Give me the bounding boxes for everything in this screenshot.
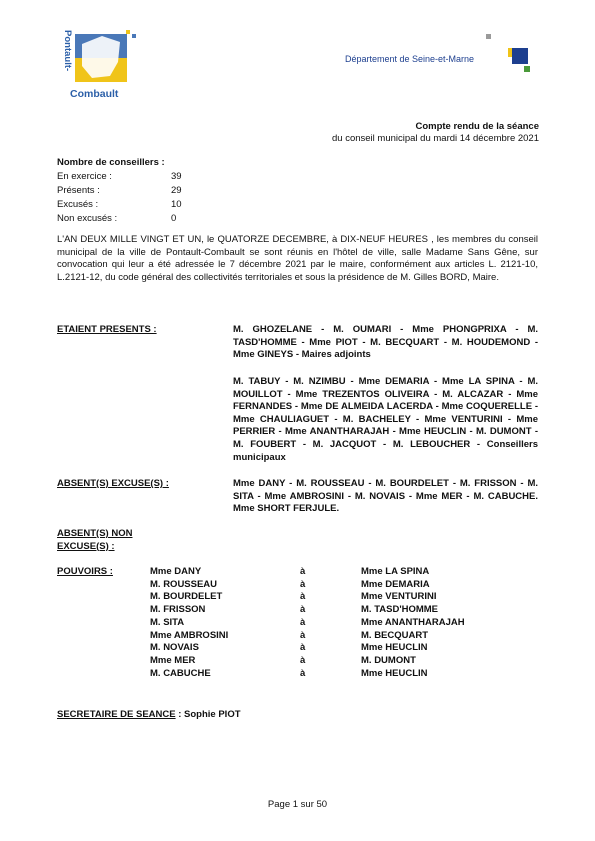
dept-square-icon: [524, 66, 530, 72]
count-label: Excusés :: [57, 199, 99, 210]
proxy-arrow: à: [300, 667, 306, 679]
proxy-to: M. BECQUART: [361, 629, 429, 641]
proxy-row: [150, 668, 550, 681]
proxy-arrow: à: [300, 591, 306, 603]
present-label: ETAIENT PRESENTS :: [57, 324, 157, 335]
count-label: Présents :: [57, 185, 100, 196]
proxy-arrow: à: [300, 578, 306, 590]
count-row: [57, 184, 182, 198]
proxy-arrow: à: [300, 566, 306, 577]
count-value: 10: [171, 199, 182, 210]
counts-heading: Nombre de conseillers :: [57, 157, 165, 168]
proxy-to: Mme ANANTHARAJAH: [361, 616, 465, 628]
proxy-from: M. BOURDELET: [150, 591, 223, 603]
department-header: [340, 50, 590, 90]
count-row: [57, 198, 182, 212]
present-adjoints: M. GHOZELANE - M. OUMARI - Mme PHONGPRIXA - M. TASD'HOMME - Mme PIOT - M. BECQUART - M. HOUDEMOND - Mme GINEYS - Maires adjoints: [233, 324, 538, 361]
not-excused-line2: EXCUSE(S) :: [57, 540, 115, 552]
proxy-from: M. FRISSON: [150, 604, 206, 616]
proxy-to: Mme LA SPINA: [361, 566, 430, 577]
count-label: En exercice :: [57, 171, 112, 182]
count-label: Non excusés :: [57, 213, 118, 224]
proxy-to: Mme HEUCLIN: [361, 667, 428, 679]
count-value: 0: [171, 213, 177, 224]
intro-paragraph: L'AN DEUX MILLE VINGT ET UN, le QUATORZE DECEMBRE, à DIX-NEUF HEURES , les membres du conseil municipal de la ville de Pontault-Combault se sont réunis en l'hôtel de ville, salle Madame Sans Gêne, sur convocation qui leur a été adressée le 7 décembre 2021 par le maire, conformément aux articles L. 2121-10, L.2121-12, du code général des collectivités territoriales et sous la présidence de M. Gilles BORD, Maire.: [57, 234, 538, 284]
proxy-to: Mme HEUCLIN: [361, 642, 428, 654]
report-title: Compte rendu de la séance: [415, 121, 539, 132]
proxy-row: [150, 579, 550, 592]
count-row: [57, 212, 182, 226]
proxy-from: M. NOVAIS: [150, 642, 199, 654]
proxy-row: [150, 655, 550, 668]
not-excused-line1: ABSENT(S) NON: [57, 528, 133, 539]
proxy-row: [150, 617, 550, 630]
proxy-from: Mme AMBROSINI: [150, 629, 229, 641]
department-name: Département de Seine-et-Marne: [345, 54, 475, 64]
secretary-label: SECRETAIRE DE SEANCE: [57, 709, 176, 720]
count-value: 29: [171, 185, 182, 196]
proxy-to: Mme VENTURINI: [361, 591, 437, 603]
proxy-to: M. DUMONT: [361, 654, 416, 666]
proxy-arrow: à: [300, 629, 306, 641]
proxies-table: [150, 566, 550, 686]
count-value: 39: [171, 171, 182, 182]
excused-label: ABSENT(S) EXCUSE(S) :: [57, 478, 169, 489]
secretary-line: [57, 709, 241, 720]
proxy-arrow: à: [300, 616, 306, 628]
proxy-arrow: à: [300, 604, 306, 616]
count-row: [57, 170, 182, 184]
excused-names: Mme DANY - M. ROUSSEAU - M. BOURDELET - M. FRISSON - M. SITA - Mme AMBROSINI - M. NOVAIS - Mme MER - M. CABUCHE. Mme SHORT FERJULE.: [233, 478, 538, 515]
report-subtitle: du conseil municipal du mardi 14 décembre 2021: [331, 133, 539, 144]
proxy-row: [150, 630, 550, 643]
proxy-arrow: à: [300, 642, 306, 654]
councillor-counts: [57, 156, 182, 226]
proxy-row: [150, 566, 550, 579]
proxies-label: POUVOIRS :: [57, 566, 113, 577]
logo-vertical-text: Pontault-: [62, 30, 73, 72]
page-number: Page 1 sur 50: [267, 799, 328, 810]
proxy-from: Mme DANY: [150, 566, 202, 577]
proxy-from: Mme MER: [150, 654, 196, 666]
proxy-arrow: à: [300, 654, 306, 666]
proxy-from: M. SITA: [150, 616, 185, 628]
proxy-from: M. ROUSSEAU: [150, 578, 218, 590]
dept-square-icon: [512, 48, 528, 64]
proxy-to: M. TASD'HOMME: [361, 604, 439, 616]
not-excused-label: [57, 528, 132, 553]
proxy-to: Mme DEMARIA: [361, 578, 430, 590]
present-conseillers: M. TABUY - M. NZIMBU - Mme DEMARIA - Mme LA SPINA - M. MOUILLOT - Mme TREZENTOS OLIVEIRA - M. ALCAZAR - Mme FERNANDES - Mme DE ALMEIDA LACERDA - Mme COQUERELLE - Mme CHAULIAGUET - M. BACHELEY - Mme VENTURINI - Mme PERRIER - Mme ANANTHARAJAH - Mme HEUCLIN - M. DUMONT - M. FOUBERT - M. JACQUOT - M. LEBOUCHER - Conseillers municipaux: [233, 376, 538, 463]
city-logo: [58, 28, 138, 100]
proxy-row: [150, 591, 550, 604]
proxy-from: M. CABUCHE: [150, 667, 211, 679]
proxy-row: [150, 642, 550, 655]
secretary-name: : Sophie PIOT: [178, 709, 241, 720]
logo-bottom-text: Combault: [70, 88, 119, 100]
report-header: [332, 121, 539, 145]
dept-square-icon: [486, 34, 491, 39]
proxy-row: [150, 604, 550, 617]
